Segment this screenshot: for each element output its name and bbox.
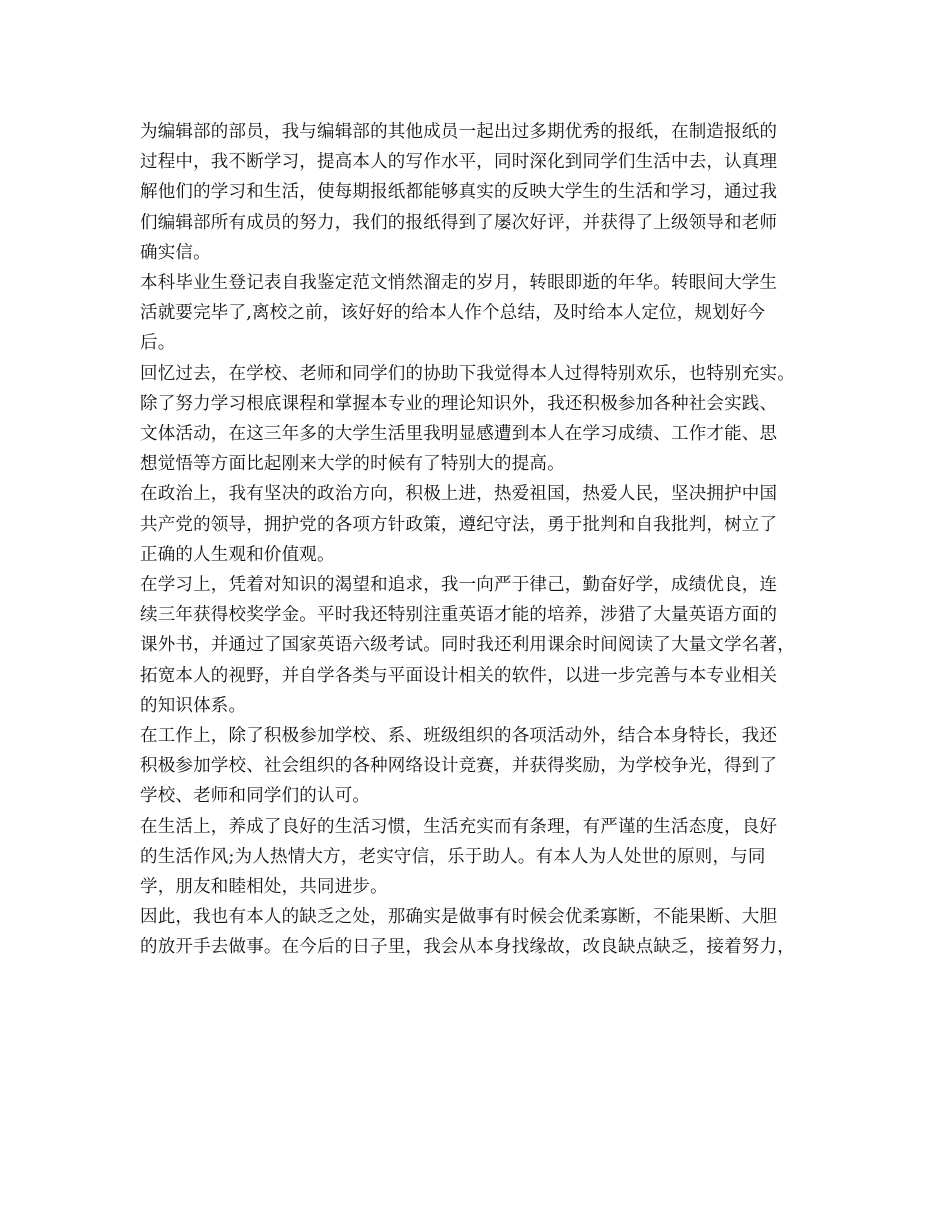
text-line: 文体活动，在这三年多的大学生活里我明显感遭到本人在学习成绩、工作才能、思 [140,424,778,445]
text-line: 拓宽本人的视野，并自学各类与平面设计相关的软件，以进一步完善与本专业相关 [140,665,778,686]
text-line: 学，朋友和睦相处，共同进步。 [140,877,388,898]
text-line: 在生活上，养成了良好的生活习惯，生活充实而有条理，有严谨的生活态度，良好 [140,816,778,837]
text-line: 学校、老师和同学们的认可。 [140,786,371,807]
text-line: 正确的人生观和价值观。 [140,544,335,565]
text-line: 的放开手去做事。在今后的日子里，我会从本身找缘故，改良缺点缺乏，接着努力， [140,937,795,958]
paragraph-life [140,812,830,903]
text-line: 积极参加学校、社会组织的各种网络设计竞赛，并获得奖励，为学校争光，得到了 [140,756,778,777]
document-body [140,117,830,963]
paragraph-shortcomings [140,902,830,962]
text-line: 续三年获得校奖学金。平时我还特别注重英语才能的培养，涉猎了大量英语方面的 [140,605,778,626]
text-line: 想觉悟等方面比起刚来大学的时候有了特别大的提高。 [140,454,565,475]
text-line: 为编辑部的部员，我与编辑部的其他成员一起出过多期优秀的报纸，在制造报纸的 [140,122,778,142]
text-line: 除了努力学习根底课程和掌握本专业的理论知识外，我还积极参加各种社会实践、 [140,393,778,414]
paragraph-work [140,721,830,812]
paragraph-editorial-work [140,117,830,268]
text-line: 后。 [140,333,176,354]
text-line: 在学习上，凭着对知识的渴望和追求，我一向严于律己，勤奋好学，成绩优良，连 [140,575,778,596]
text-line: 确实信。 [140,242,211,263]
text-line: 们编辑部所有成员的努力，我们的报纸得到了屡次好评，并获得了上级领导和老师 [140,212,778,233]
text-line: 过程中，我不断学习，提高本人的写作水平，同时深化到同学们生活中去，认真理 [140,152,778,173]
text-line: 活就要完毕了,离校之前，该好好的给本人作个总结，及时给本人定位，规划好今 [140,303,766,324]
text-line: 解他们的学习和生活，使每期报纸都能够真实的反映大学生的生活和学习，通过我 [140,182,778,203]
text-line: 课外书，并通过了国家英语六级考试。同时我还利用课余时间阅读了大量文学名著， [140,635,795,656]
text-line: 因此，我也有本人的缺乏之处，那确实是做事有时候会优柔寡断，不能果断、大胆 [140,907,778,928]
paragraph-intro [140,268,830,359]
text-line: 共产党的领导，拥护党的各项方针政策，遵纪守法，勇于批判和自我批判，树立了 [140,514,778,535]
paragraph-review [140,359,830,480]
paragraph-study [140,570,830,721]
text-line: 的知识体系。 [140,695,247,716]
paragraph-politics [140,479,830,570]
text-line: 回忆过去，在学校、老师和同学们的协助下我觉得本人过得特别欢乐，也特别充实。 [140,363,795,384]
text-line: 在政治上，我有坚决的政治方向，积极上进，热爱祖国，热爱人民，坚决拥护中国 [140,484,778,505]
text-line: 在工作上，除了积极参加学校、系、班级组织的各项活动外，结合本身特长，我还 [140,726,778,747]
text-line: 本科毕业生登记表自我鉴定范文悄然溜走的岁月，转眼即逝的年华。转眼间大学生 [140,273,778,294]
text-line: 的生活作风;为人热情大方，老实守信，乐于助人。有本人为人处世的原则，与同 [140,846,766,867]
